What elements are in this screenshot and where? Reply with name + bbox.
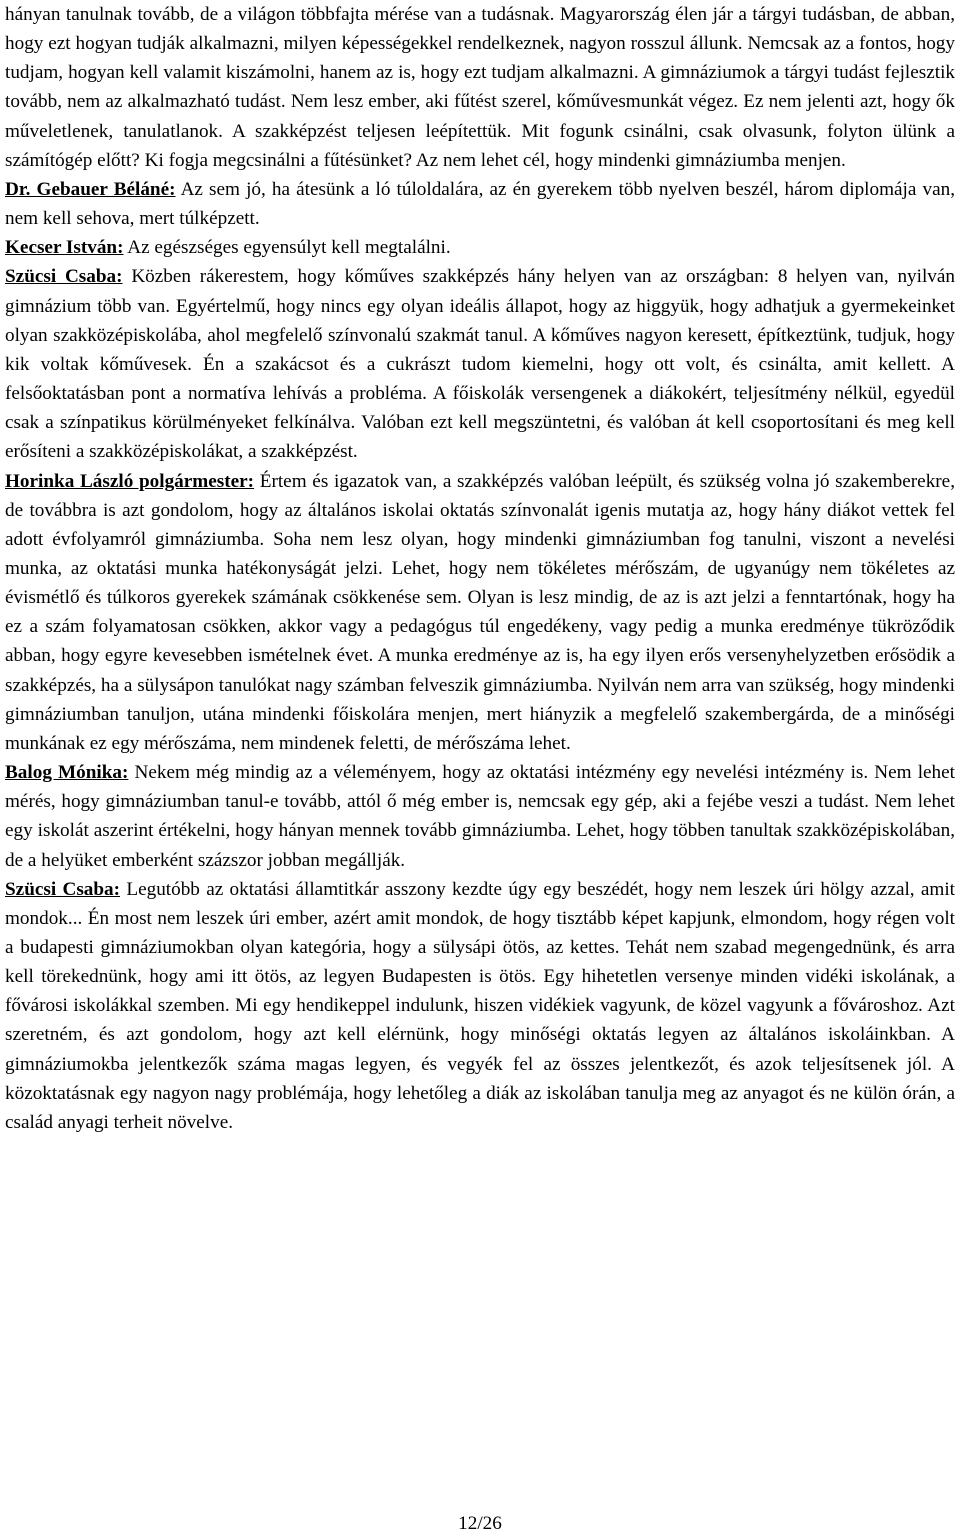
paragraph-text: Az egészséges egyensúlyt kell megtalálni. (127, 237, 451, 259)
paragraph-kecser (5, 233, 955, 262)
paragraph-balog (5, 758, 955, 875)
paragraph-szucsi-1 (5, 262, 955, 466)
paragraph-text: Az sem jó, ha átesünk a ló túloldalára, az én gyerekem több nyelven beszél, három diplomája van, nem kell sehova, mert túlképzett. (5, 178, 955, 230)
speaker-name: Szücsi Csaba: (5, 266, 123, 288)
page-number: 12/26 (458, 1513, 502, 1534)
speaker-name: Szücsi Csaba: (5, 878, 121, 900)
paragraph-text: Közben rákerestem, hogy kőműves szakképzés hány helyen van az országban: 8 helyen van, nyilván gimnázium több van. Egyértelmű, hogy nincs egy olyan ideális állapot, hogy az higgyük, hogy adhatjuk a gyermekeinket olyan szakközépiskolába, ahol megfelelő színvonalú szakmát tanul. A kőműves nagyon keresett, építkeztünk, tudjuk, hogy kik voltak kőművesek. Én a szakácsot és a cukrászt tudom kiemelni, hogy ott volt, és csinálta, amit kellett. A felsőoktatásban pont a normatíva lehívás a probléma. A főiskolák versengenek a diákokért, teljesítmény nélkül, egyedül csak a színpatikus körülményeket felkínálva. Valóban ezt kell megszüntetni, és valóban át kell csoportosítani és meg kell erősíteni a szakközépiskolákat, a szakképzést. (5, 266, 956, 463)
speaker-name: Kecser István: (5, 237, 124, 259)
paragraph-text: hányan tanulnak tovább, de a világon többfajta mérése van a tudásnak. Magyarország élen jár a tárgyi tudásban, de abban, hogy ezt hogyan tudják alkalmazni, milyen képességekkel rendelkeznek, nagyon rosszul állunk. Nemcsak az a fontos, hogy tudjam, hogyan kell valamit kiszámolni, hanem az is, hogy ezt tudjam alkalmazni. A gimnáziumok a tárgyi tudást fejlesztik tovább, nem az alkalmazható tudást. Nem lesz ember, aki fűtést szerel, kőművesmunkát végez. Ez nem jelenti azt, hogy ők műveletlenek, tanulatlanok. A szakképzést teljesen leépítettük. Mit fogunk csinálni, csak olvasunk, folyton ülünk a számítógép előtt? Ki fogja megcsinálni a fűtésünket? Az nem lehet cél, hogy mindenki gimnáziumba menjen. (5, 4, 955, 171)
speaker-name: Horinka László polgármester: (5, 470, 255, 492)
paragraph-text: Legutóbb az oktatási államtitkár asszony kezdte úgy egy beszédét, hogy nem leszek úri hölgy azzal, amit mondok... Én most nem leszek úri ember, azért amit mondok, de hogy tisztább képet kapjunk, elmondom, hogy régen volt a budapesti gimnáziumokban olyan kategória, hogy a sülysápi ötös, az kettes. Tehát nem szabad megengednünk, és arra kell törekednünk, hogy ami itt ötös, az legyen Budapesten is ötös. Egy hihetetlen versenye minden vidéki iskolának, a fővárosi iskolákkal szemben. Mi egy hendikeppel indulunk, hiszen vidékiek vagyunk, de közel vagyunk a fővároshoz. Azt szeretném, és azt gondolom, hogy azt kell elérnünk, hogy minőségi oktatás legyen az általános iskoláinkban. A gimnáziumokba jelentkezők száma magas legyen, és vegyék fel az összes jelentkezőt, és azok teljesítsenek jól. A közoktatásnak egy nagyon nagy problémája, hogy lehetőleg a diák az iskolában tanulja meg az anyagot és ne külön órán, a család anyagi terheit növelve. (5, 878, 956, 1133)
paragraph-szucsi-2 (5, 875, 955, 1137)
paragraph-continuation (5, 0, 955, 175)
paragraph-horinka (5, 467, 955, 759)
document-body (5, 0, 955, 1137)
paragraph-gebauer (5, 175, 955, 233)
paragraph-text: Értem és igazatok van, a szakképzés valóban leépült, és szükség volna jó szakemberekre, de továbbra is azt gondolom, hogy az általános iskolai oktatás színvonalát igenis mutatja az, hogy hány diákot vettek fel adott évfolyamról gimnáziumba. Soha nem lesz olyan, hogy mindenki gimnáziumban fog tanulni, viszont a nevelési munka, az oktatási munka hatékonyságát jelzi. Lehet, hogy nem tökéletes mérőszám, de ugyanúgy nem tökéletes az évismétlő és túlkoros gyerekek számának csökkenése sem. Olyan is lesz mindig, de az is azt jelzi a fenntartónak, hogy ha ez a szám folyamatosan csökken, akkor vagy a pedagógus túl engedékeny, vagy pedig a munka eredménye tükröződik abban, hogy egyre kevesebben ismételnek évet. A munka eredménye az is, ha egy ilyen erős versenyhelyzetben erősödik a szakképzés, ha a sülysápon tanulókat nagy számban felveszik gimnáziumba. Nyilván nem arra van szükség, hogy mindenki gimnáziumban tanuljon, utána mindenki főiskolára menjen, mert hiányzik a megfelelő szakembergárda, de a minőségi munkának ez egy mérőszáma, nem mindenek feletti, de mérőszáma lehet. (5, 470, 955, 754)
speaker-name: Dr. Gebauer Béláné: (5, 178, 176, 200)
speaker-name: Balog Mónika: (5, 762, 129, 784)
paragraph-text: Nekem még mindig az a véleményem, hogy az oktatási intézmény egy nevelési intézmény is. Nem lehet mérés, hogy gimnáziumban tanul-e tovább, attól ő még ember is, nemcsak egy gép, aki a fejébe veszi a tudást. Nem lehet egy iskolát aszerint értékelni, hogy hányan mennek tovább gimnáziumba. Lehet, hogy többen tanultak szakközépiskolában, de a helyüket emberként százszor jobban megállják. (5, 762, 955, 871)
